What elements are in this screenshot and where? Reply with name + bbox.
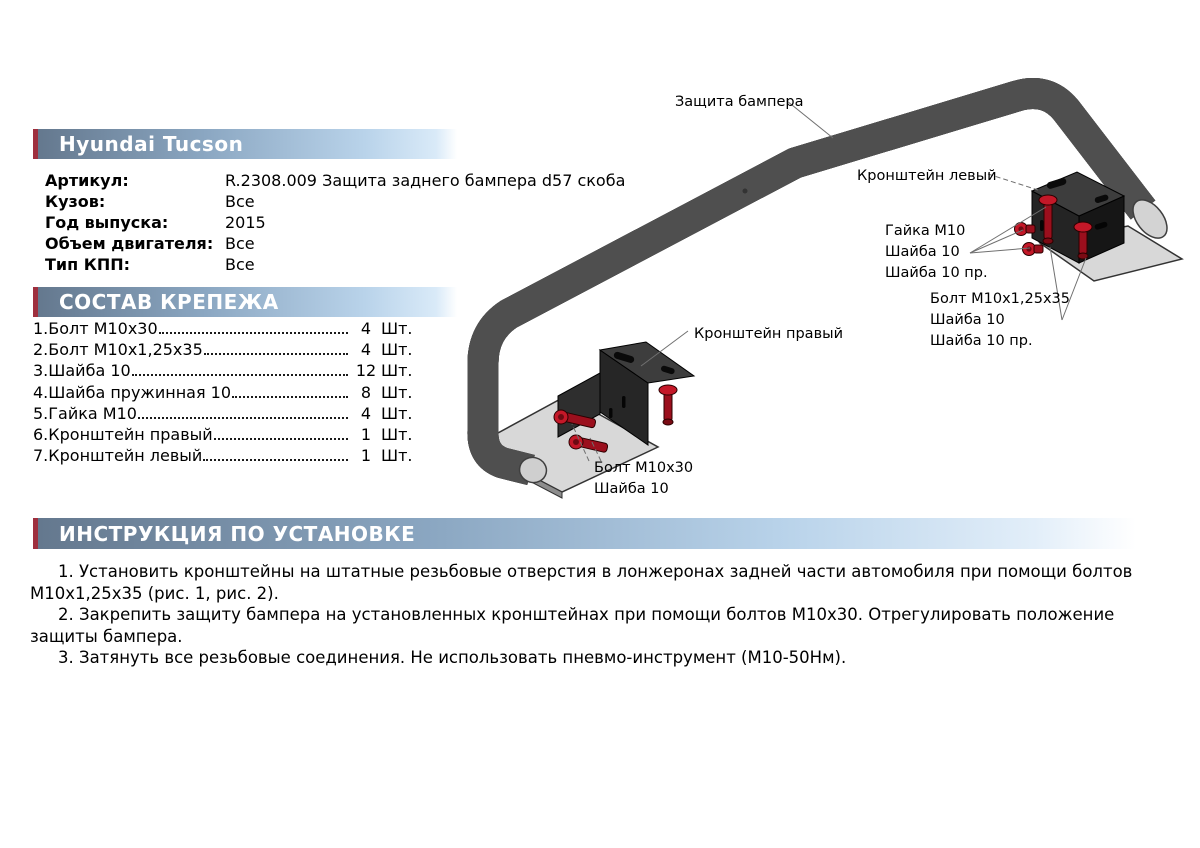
hardware-item-name: 7.Кронштейн левый (33, 446, 203, 466)
hardware-list-item (33, 339, 419, 360)
hardware-item-qty: 4 (360, 340, 372, 360)
instruction-step-1: 1. Установить кронштейны на штатные резьбовые отверстия в лонжеронах задней части автомобиля при помощи болтов М10х1,25х35 (рис. 1, рис. 2). (30, 562, 1133, 603)
info-label: Кузов: (45, 192, 106, 211)
hardware-item-qty: 1 (360, 425, 372, 445)
hardware-item-name: 2.Болт М10х1,25х35 (33, 340, 203, 360)
instructions-header-bar (33, 518, 1170, 549)
hardware-header-bar (33, 287, 457, 317)
dotted-leader (232, 396, 348, 398)
hardware-list-item (33, 403, 419, 424)
dotted-leader (204, 353, 348, 355)
hardware-item-name: 1.Болт М10х30 (33, 319, 158, 338)
info-label: Артикул: (45, 171, 129, 190)
bumper-guard-diagram (440, 55, 1200, 520)
label-spring-washer-10: Шайба 10 пр. (930, 333, 1033, 349)
hardware-list-item (33, 445, 419, 466)
info-value: R.2308.009 Защита заднего бампера d57 скоба (225, 171, 626, 190)
label-washer-10: Шайба 10 (885, 244, 960, 260)
tube-mark (743, 189, 748, 194)
label-bracket-right: Кронштейн правый (694, 326, 843, 342)
info-label: Объем двигателя: (45, 234, 214, 253)
label-spring-washer-10: Шайба 10 пр. (885, 265, 988, 281)
hardware-list-item (33, 360, 419, 381)
label-bolt-m10x30: Болт М10х30 (594, 460, 694, 476)
hardware-item-unit: Шт. (381, 319, 413, 338)
dotted-leader (214, 438, 348, 440)
hardware-title: СОСТАВ КРЕПЕЖА (59, 290, 279, 314)
nut-m10-icon (1023, 243, 1044, 256)
label-bracket-left: Кронштейн левый (857, 168, 997, 184)
label-bumper-guard: Защита бампера (675, 94, 804, 110)
info-value: Все (225, 255, 255, 274)
hardware-list-item (33, 382, 419, 403)
hardware-item-unit: Шт. (381, 403, 413, 423)
dotted-leader (132, 374, 348, 376)
hardware-item-unit: Шт. (381, 340, 413, 360)
instructions-title: ИНСТРУКЦИЯ ПО УСТАНОВКЕ (59, 521, 416, 546)
info-label: Год выпуска: (45, 213, 169, 232)
bracket-right-hole (609, 408, 613, 418)
hardware-item-name: 3.Шайба 10 (33, 361, 131, 381)
hardware-item-qty: 8 (360, 382, 372, 402)
hardware-item-unit: Шт. (381, 382, 413, 402)
hardware-item-unit: Шт. (381, 446, 413, 466)
hardware-list-item (33, 424, 419, 445)
bracket-left-hole (1040, 220, 1044, 231)
instructions-text (30, 561, 1172, 669)
hardware-list (33, 318, 419, 466)
instruction-step-2: 2. Закрепить защиту бампера на установленных кронштейнах при помощи болтов М10х30. Отрегулировать положение защиты бампера. (30, 605, 1115, 646)
info-value: 2015 (225, 213, 266, 232)
hardware-item-qty: 1 (360, 446, 372, 466)
dotted-leader (203, 459, 348, 461)
hardware-item-qty: 4 (360, 403, 372, 423)
hardware-item-name: 6.Кронштейн правый (33, 425, 213, 445)
bolt-vertical-icon (659, 385, 677, 425)
vehicle-header-bar (33, 129, 457, 159)
dotted-leader (138, 417, 348, 419)
info-value: Все (225, 234, 255, 253)
hardware-item-qty: 12 (355, 361, 377, 381)
vehicle-title: Hyundai Tucson (59, 132, 244, 156)
label-washer-10: Шайба 10 (930, 312, 1005, 328)
label-bolt-m10x35: Болт М10х1,25х35 (930, 291, 1071, 307)
hardware-item-qty: 4 (360, 319, 372, 338)
hardware-list-item (33, 318, 419, 339)
bracket-right-hole (622, 396, 626, 408)
hardware-item-name: 5.Гайка М10 (33, 403, 137, 423)
info-label: Тип КПП: (45, 255, 131, 274)
label-washer-10: Шайба 10 (594, 481, 669, 497)
hardware-item-name: 4.Шайба пружинная 10 (33, 382, 232, 402)
dotted-leader (159, 332, 348, 334)
hardware-item-unit: Шт. (381, 361, 413, 381)
hardware-item-unit: Шт. (381, 425, 413, 445)
instruction-step-3: 3. Затянуть все резьбовые соединения. Не использовать пневмо-инструмент (М10-50Нм). (58, 648, 847, 668)
info-value: Все (225, 192, 255, 211)
label-nut-m10: Гайка М10 (885, 223, 966, 239)
